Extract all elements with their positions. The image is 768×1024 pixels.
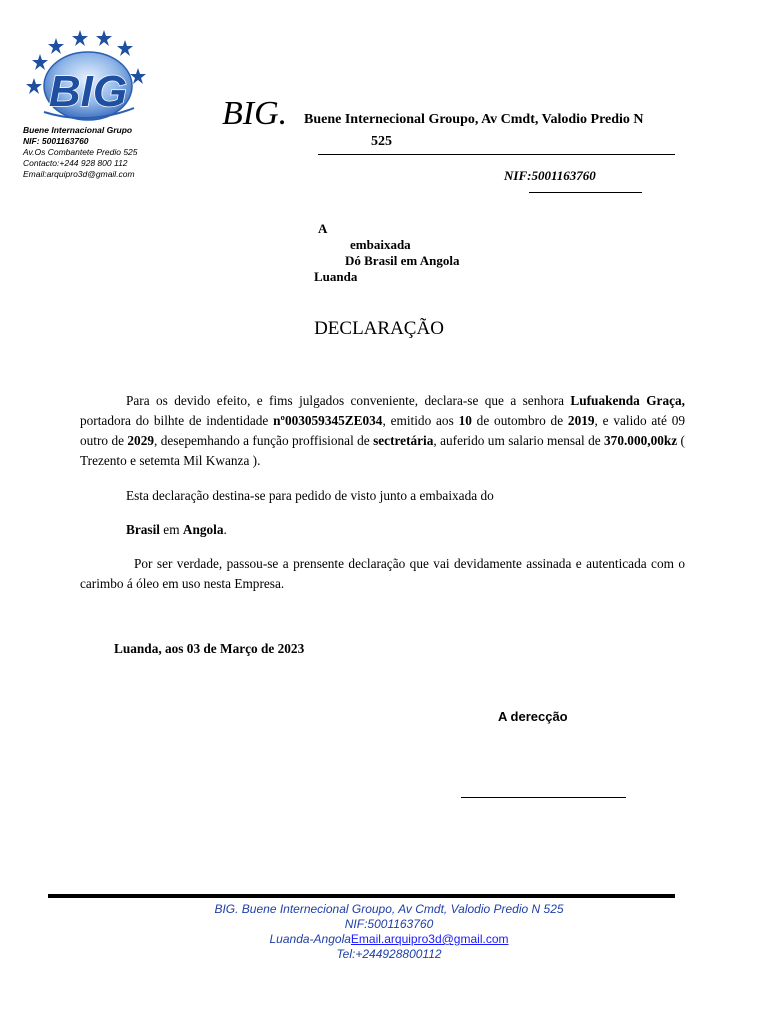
document-title-text: DECLARAÇÃO [314, 318, 444, 339]
paragraph-bold-segment: 370.000,00kz [604, 433, 678, 448]
logo-email: Email:arquipro3d@gmail.com [23, 169, 135, 179]
star-icon [48, 38, 64, 54]
star-icon [32, 54, 48, 70]
paragraph-text-segment: , auferido um salario mensal de [433, 433, 605, 448]
footer-line-4 [0, 947, 768, 962]
purpose-paragraph: Esta declaração destina-se para pedido de visto junto a embaixada do [126, 488, 494, 503]
signature-label: A derecção [498, 709, 568, 724]
star-icon [96, 30, 112, 46]
paragraph-text-segment: , e valido até 09 outro de [80, 413, 686, 448]
footer-contact [270, 932, 509, 947]
address-line-4: Luanda [314, 269, 358, 284]
destination-connector: em [159, 522, 183, 537]
document-title [0, 318, 768, 340]
star-icon [72, 30, 88, 46]
paragraph-text-segment: , desepemhando a função proffisional de [154, 433, 374, 448]
star-icon [117, 40, 133, 56]
paragraph-bold-segment: 2029 [127, 433, 154, 448]
country-angola: Angola [182, 522, 224, 537]
logo-contact: Contacto:+244 928 800 112 [23, 158, 128, 168]
address-line-1: A [318, 221, 328, 236]
star-icon [26, 78, 42, 94]
footer-location: Luanda-Angola [269, 932, 351, 946]
footer-line-3 [0, 932, 768, 947]
destination-period: . [223, 522, 227, 537]
header-rule [318, 154, 675, 155]
declaration-paragraph [80, 391, 685, 471]
paragraph-text-segment: portadora do bilhte de indentidade [80, 413, 274, 428]
address-line-3: Dó Brasil em Angola [345, 253, 460, 268]
logo-company-name: Buene Internacional Grupo [23, 125, 133, 135]
big-logo [22, 28, 150, 128]
paragraph-text-segment: Para os devido efeito, e fims julgados conveniente, declara-se que a senhora [126, 393, 571, 408]
paragraph-text-segment: ( Trezento e setemta Mil Kwanza ). [80, 433, 685, 468]
footer-line-2 [0, 917, 768, 932]
country-brasil: Brasil [126, 522, 160, 537]
paragraph-bold-segment: 10 [458, 413, 472, 428]
closing-paragraph: Por ser verdade, passou-se a prensente declaração que vai devidamente assinada e autenticada com o carimbo á óleo em uso nesta Empresa. [80, 556, 685, 591]
paragraph-text-segment: de outombro de [471, 413, 568, 428]
footer-company: BIG. Buene Internecional Groupo, Av Cmdt, Valodio Predio N 525 [214, 902, 564, 916]
footer-line-1 [0, 902, 768, 917]
footer-rule [48, 894, 675, 898]
signature-line [461, 797, 626, 798]
paragraph-text-segment: , emitido aos [382, 413, 459, 428]
header-big: BIG. [222, 95, 288, 132]
destination-line [126, 520, 227, 540]
paragraph-bold-segment: sectretária [373, 433, 434, 448]
nif-rule [529, 192, 642, 193]
header-company-line-2: 525 [371, 134, 392, 149]
place-and-date: Luanda, aos 03 de Março de 2023 [114, 641, 305, 656]
paragraph-bold-segment: 2019 [567, 413, 595, 428]
address-line-2: embaixada [350, 237, 411, 252]
footer-email-link[interactable]: Email.arquipro3d@gmail.com [350, 932, 509, 946]
paragraph-bold-segment: Lufuakenda Graça, [570, 393, 685, 408]
footer-phone: Tel:+244928800112 [336, 947, 442, 961]
logo-nif: NIF: 5001163760 [23, 136, 89, 146]
logo-text: BIG [48, 67, 128, 116]
logo-address: Av.Os Combantete Predio 525 [23, 147, 138, 157]
paragraph-bold-segment: nº003059345ZE034 [273, 413, 383, 428]
header-nif: NIF:5001163760 [504, 168, 596, 183]
footer-nif: NIF:5001163760 [344, 917, 434, 931]
header-company-line: Buene Internecional Groupo, Av Cmdt, Valodio Predio N [304, 112, 644, 127]
